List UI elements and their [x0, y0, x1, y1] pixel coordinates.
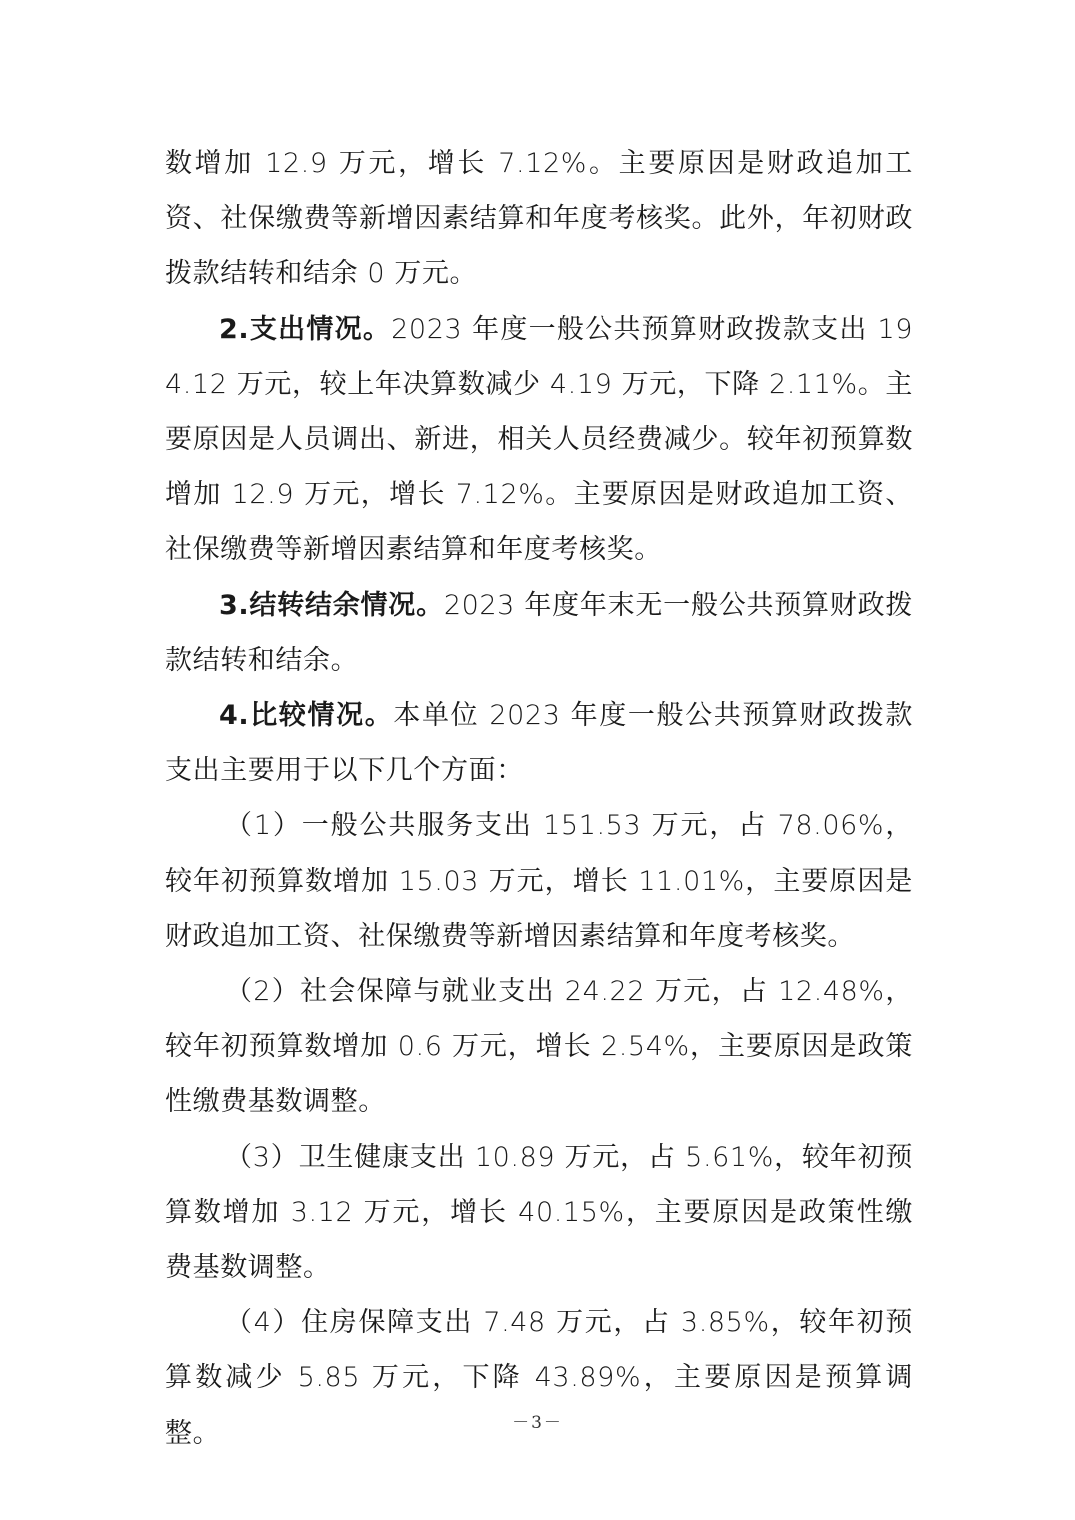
- paragraph-carryover: [165, 578, 913, 688]
- page-number: －3－: [512, 1413, 563, 1433]
- paragraph-text: 数增加 12.9 万元，增长 7.12%。主要原因是财政追加工资、社保缴费等新增因素结算和年度考核奖。此外，年初财政拨款结转和结余 0 万元。: [165, 148, 913, 290]
- body-text: [165, 136, 913, 1461]
- section-heading: 2.支出情况。: [219, 313, 392, 345]
- section-heading: 3.结转结余情况。: [219, 589, 444, 621]
- paragraph-text: 2023 年度年末无一般公共预算财政拨款结转和结余。: [165, 589, 913, 676]
- paragraph-expenditure: [165, 302, 913, 578]
- paragraph-text: （3）卫生健康支出 10.89 万元，占 5.61%，较年初预算数增加 3.12 万元，增长 40.15%，主要原因是政策性缴费基数调整。: [165, 1141, 913, 1284]
- paragraph-text: 本单位 2023 年度一般公共预算财政拨款支出主要用于以下几个方面：: [165, 700, 913, 787]
- section-heading: 4.比较情况。: [219, 700, 394, 732]
- list-item-social-security: [165, 964, 913, 1130]
- paragraph-text: 2023 年度一般公共预算财政拨款支出 194.12 万元，较上年决算数减少 4.19 万元，下降 2.11%。主要原因是人员调出、新进，相关人员经费减少。较年初预算数增加 12.9 万元，增长 7.12%。主要原因是财政追加工资、社保缴费等新增因素结算和年度考核奖。: [165, 313, 913, 566]
- paragraph-text: （1）一般公共服务支出 151.53 万元，占 78.06%，较年初预算数增加 15.03 万元，增长 11.01%，主要原因是财政追加工资、社保缴费等新增因素结算和年度考核奖。: [165, 810, 913, 952]
- list-item-general-services: [165, 798, 913, 964]
- paragraph-continuation: [165, 136, 913, 302]
- paragraph-text: （4）住房保障支出 7.48 万元，占 3.85%，较年初预算数减少 5.85 万元，下降 43.89%，主要原因是预算调整。: [165, 1307, 913, 1449]
- paragraph-text: （2）社会保障与就业支出 24.22 万元，占 12.48%，较年初预算数增加 0.6 万元，增长 2.54%，主要原因是政策性缴费基数调整。: [165, 976, 913, 1118]
- paragraph-comparison: [165, 688, 913, 798]
- list-item-housing: [165, 1295, 913, 1461]
- list-item-health: [165, 1130, 913, 1296]
